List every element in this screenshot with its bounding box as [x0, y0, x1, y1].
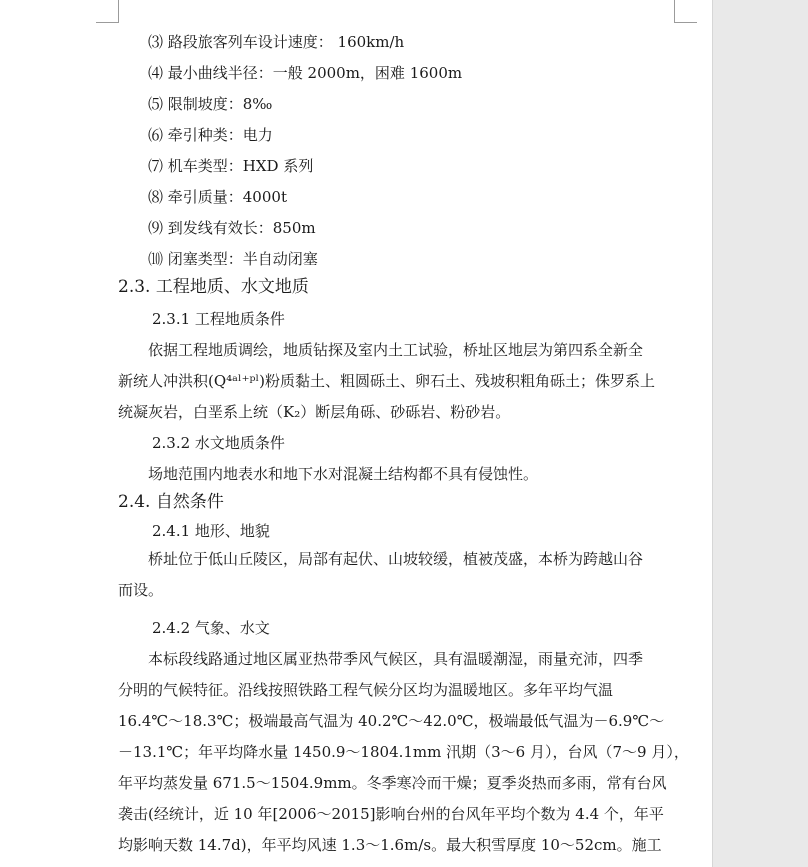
- section-heading-2-4: 2.4. 自然条件: [118, 492, 224, 512]
- paragraph-line: 年平均蒸发量 671.5～1504.9mm。冬季寒冷而干燥；夏季炎热而多雨，常有台风: [118, 774, 667, 792]
- paragraph-line: 16.4℃～18.3℃；极端最高气温为 40.2℃～42.0℃，极端最低气温为－6.9℃～: [118, 712, 665, 730]
- section-heading-2-3: 2.3. 工程地质、水文地质: [118, 277, 309, 297]
- paragraph-line: 场地范围内地表水和地下水对混凝土结构都不具有侵蚀性。: [148, 465, 539, 483]
- subsection-heading-2-4-1: 2.4.1 地形、地貌: [152, 522, 270, 540]
- paragraph-line: 均影响天数 14.7d)，年平均风速 1.3～1.6m/s。最大积雪厚度 10～52cm。施工: [118, 836, 662, 854]
- list-item: ⑽ 闭塞类型：半自动闭塞: [148, 250, 318, 268]
- paragraph-line: 而设。: [118, 581, 164, 599]
- subsection-heading-2-4-2: 2.4.2 气象、水文: [152, 619, 270, 637]
- paragraph-line: 统凝灰岩，白垩系上统（K₂）断层角砾、砂砾岩、粉砂岩。: [118, 403, 511, 421]
- subsection-heading-2-3-2: 2.3.2 水文地质条件: [152, 434, 285, 452]
- margin-corner-top-right: [674, 0, 697, 23]
- paragraph-line: 依据工程地质调绘，地质钻探及室内土工试验，桥址区地层为第四系全新全: [148, 341, 644, 359]
- paragraph-line: 新统人冲洪积(Q⁴ᵃˡ⁺ᵖˡ)粉质黏土、粗圆砾土、卵石土、残坡积粗角砾土；侏罗系上: [118, 372, 656, 390]
- paragraph-line: 本标段线路通过地区属亚热带季风气候区，具有温暖潮湿，雨量充沛，四季: [148, 650, 644, 668]
- paragraph-line: 分明的气候特征。沿线按照铁路工程气候分区均为温暖地区。多年平均气温: [118, 681, 614, 699]
- paragraph-line: －13.1℃；年平均降水量 1450.9～1804.1mm 汛期（3～6 月），台风（7～9 月），: [118, 743, 689, 761]
- paragraph-line: 桥址位于低山丘陵区，局部有起伏、山坡较缓，植被茂盛，本桥为跨越山谷: [148, 550, 644, 568]
- paragraph-line: 袭击(经统计，近 10 年[2006～2015]影响台州的台风年平均个数为 4.4 个，年平: [118, 805, 664, 823]
- list-item: ⑶ 路段旅客列车设计速度： 160km/h: [148, 33, 405, 51]
- subsection-heading-2-3-1: 2.3.1 工程地质条件: [152, 310, 285, 328]
- list-item: ⑼ 到发线有效长：850m: [148, 219, 316, 237]
- margin-corner-top-left: [96, 0, 119, 23]
- list-item: ⑺ 机车类型：HXD 系列: [148, 157, 314, 175]
- list-item: ⑷ 最小曲线半径：一般 2000m，困难 1600m: [148, 64, 463, 82]
- list-item: ⑻ 牵引质量：4000t: [148, 188, 287, 206]
- list-item: ⑸ 限制坡度：8‰: [148, 95, 273, 113]
- list-item: ⑹ 牵引种类：电力: [148, 126, 273, 144]
